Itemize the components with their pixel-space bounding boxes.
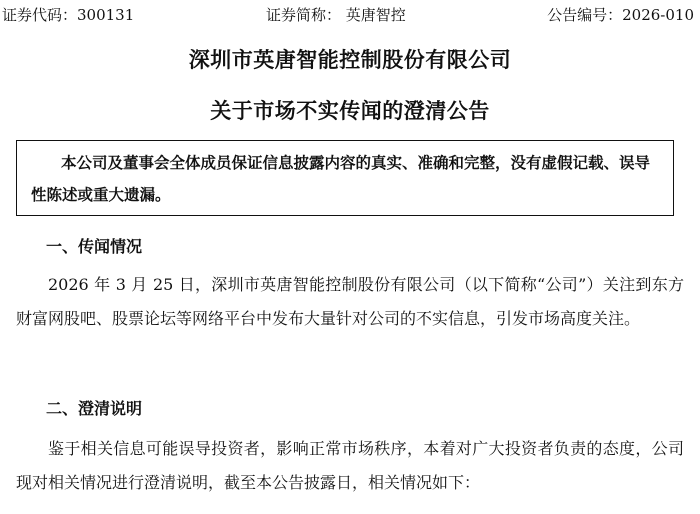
- notice-text: 本公司及董事会全体成员保证信息披露内容的真实、准确和完整，没有虚假记载、误导性陈述或重大遗漏。: [31, 154, 651, 204]
- announcement-title: 关于市场不实传闻的澄清公告: [210, 99, 490, 123]
- stock-code: 证券代码：300131: [2, 6, 135, 24]
- announcement-number: 公告编号：2026-010: [547, 6, 694, 24]
- document-header: [0, 4, 700, 26]
- section-paragraph-rumor: 2026 年 3 月 25 日，深圳市英唐智能控制股份有限公司（以下简称“公司”）关注到东方财富网股吧、股票论坛等网络平台中发布大量针对公司的不实信息，引发市场高度关注。: [16, 275, 684, 328]
- stock-short-name: 证券简称： 英唐智控: [266, 6, 406, 24]
- company-title: 深圳市英唐智能控制股份有限公司: [188, 48, 512, 72]
- section-paragraph-clarification: 鉴于相关信息可能误导投资者，影响正常市场秩序，本着对广大投资者负责的态度，公司现对相关情况进行澄清说明，截至本公告披露日，相关情况如下：: [16, 439, 684, 492]
- section-heading-rumor: 一、传闻情况: [46, 237, 143, 256]
- section-heading-clarification: 二、澄清说明: [46, 399, 143, 418]
- notice-box: [16, 140, 674, 216]
